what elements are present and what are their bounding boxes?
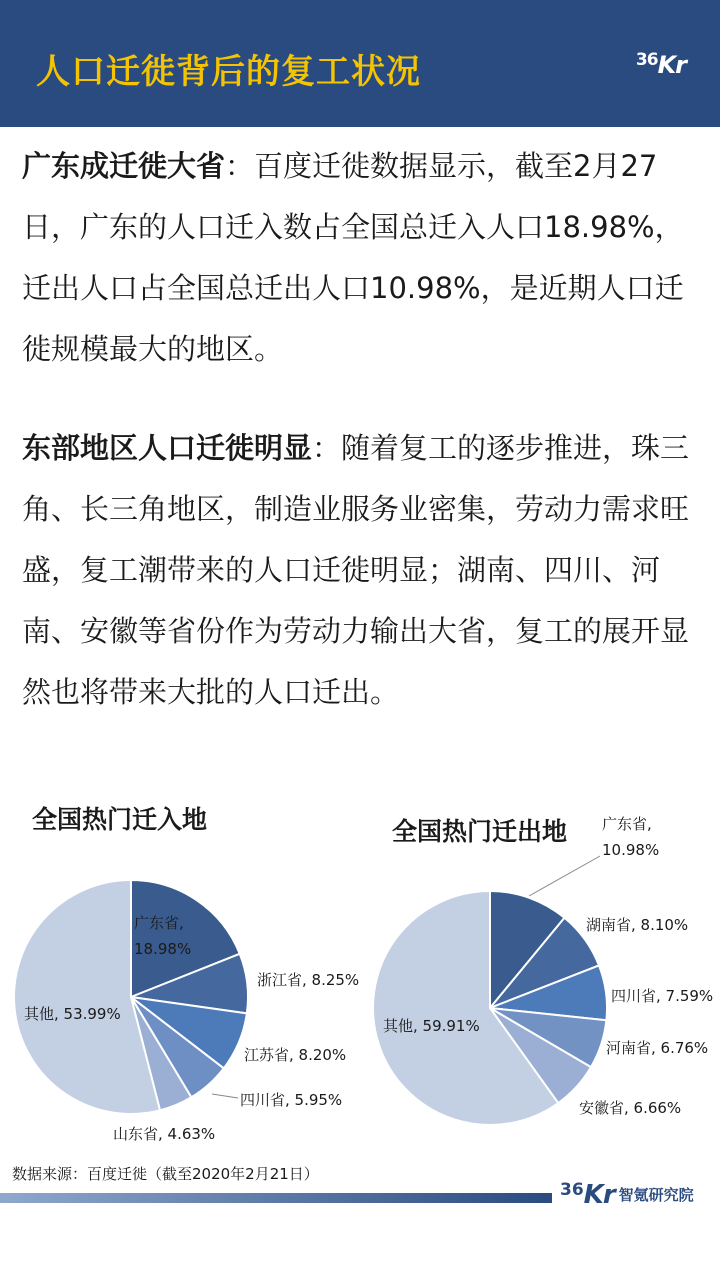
data-label: 四川省, 7.59% [611,987,714,1005]
data-label: 其他, 53.99% [24,1005,121,1023]
data-label: 其他, 59.91% [383,1017,480,1035]
data-label: 浙江省, 8.25% [257,971,360,989]
paragraph-text: ：百度迁徙数据显示，截至2月27日，广东的人口迁入数占全国总迁入人口18.98%，迁出人口占全国总迁出人口10.98%，是近期人口迁徙规模最大的地区。 [22,149,684,366]
data-label: 河南省, 6.76% [606,1039,709,1057]
leader-line [529,856,600,896]
footer-bar [0,1193,552,1203]
data-label: 湖南省, 8.10% [586,916,689,934]
brand-logo: $^{36}$Kr [635,50,686,79]
paragraph-text: ：随着复工的逐步推进，珠三角、长三角地区，制造业服务业密集，劳动力需求旺盛，复工潮带来的人口迁徙明显；湖南、四川、河南、安徽等省份作为劳动力输出大省，复工的展开显然也将带来大批的人口迁出。 [22,431,690,709]
data-label: 广东省, 18.98% [134,914,192,958]
paragraph-lead: 广东成迁徙大省 [22,149,226,183]
data-label: 山东省, 4.63% [113,1125,216,1143]
footer-logo: 36Kr 智氪研究院 [560,1180,694,1210]
paragraph-lead: 东部地区人口迁徙明显 [22,431,313,465]
pie-charts [0,760,720,1180]
data-label: 江苏省, 8.20% [244,1046,347,1064]
data-label: 四川省, 5.95% [240,1091,343,1109]
paragraph-guangdong [22,136,702,380]
paragraph-east-region [22,418,702,723]
header-banner [0,0,720,127]
data-source: 数据来源：百度迁徙（截至2020年2月21日） [12,1165,319,1183]
leader-line [212,1094,238,1098]
chart-title-outflow: 全国热门迁出地 [392,817,568,846]
page-title: 人口迁徙背后的复工状况 [36,52,421,92]
data-label: 安徽省, 6.66% [579,1099,682,1117]
data-label: 广东省, 10.98% [602,815,660,859]
chart-title-inflow: 全国热门迁入地 [32,805,208,834]
